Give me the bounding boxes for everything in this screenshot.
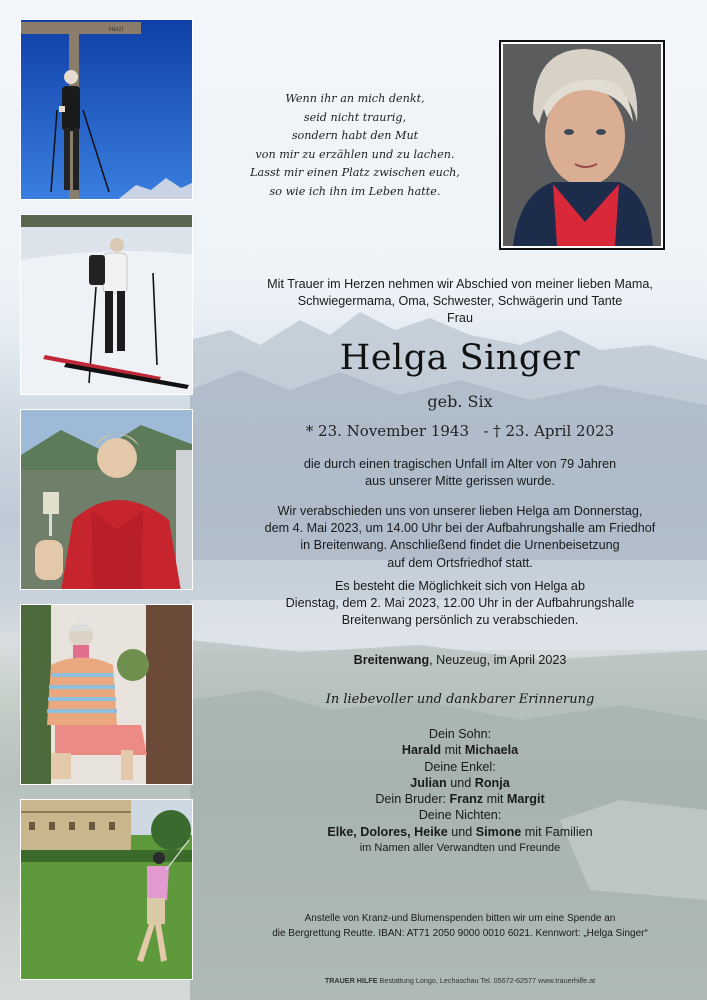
son-line <box>230 742 690 758</box>
viewing-line: Breitenwang persönlich zu verabschieden. <box>341 613 579 628</box>
brother-name: Franz <box>449 792 484 807</box>
viewing-text <box>230 578 690 630</box>
farewell-line: auf dem Ortsfriedhof statt. <box>387 555 533 570</box>
brother-label: Dein Bruder: <box>375 792 450 807</box>
poem <box>210 90 500 202</box>
nieces-suffix: mit Familien <box>521 824 593 839</box>
intro-text <box>230 276 690 327</box>
cause-text <box>230 456 690 490</box>
remembrance-line: In liebevoller und dankbarer Erinnerung <box>325 692 595 707</box>
cause-line: aus unserer Mitte gerissen wurde. <box>365 474 555 489</box>
footer-text: Bestattung Longo, Lechaschau Tel. 05672-62577 www.trauerhilfe.at <box>377 976 596 985</box>
farewell-line: in Breitenwang. Anschließend findet die Urnenbeisetzung <box>300 538 620 553</box>
niece-name: Elke <box>327 824 354 839</box>
poem-line: von mir zu erzählen und zu lachen. <box>255 147 455 161</box>
join-text: mit <box>441 743 465 758</box>
nieces-label: Deine Nichten: <box>418 808 502 823</box>
nieces-line: Elke, Dolores, Heike und Simone mit Familien <box>327 824 593 839</box>
son-name: Harald <box>401 743 442 758</box>
niece-name: Dolores <box>360 824 408 839</box>
niece-name: Simone <box>475 824 522 839</box>
viewing-line: Dienstag, dem 2. Mai 2023, 12.00 Uhr in der Aufbahrungshalle <box>285 596 635 611</box>
brother-line <box>230 791 690 807</box>
svg-text:Herzl: Herzl <box>109 27 124 33</box>
photo-summit-cross <box>20 19 193 200</box>
photo-wine-toast <box>20 409 193 590</box>
donation-request <box>230 912 690 941</box>
photo-ski-touring <box>20 214 193 395</box>
son-label: Dein Sohn: <box>428 727 492 741</box>
poem-line: Wenn ihr an mich denkt, <box>285 92 425 105</box>
birth-date: * 23. November 1943 <box>305 422 469 440</box>
intro-line: Mit Trauer im Herzen nehmen wir Abschied von meiner lieben Mama, <box>267 277 653 291</box>
brother-partner: Margit <box>506 792 545 807</box>
poem-line: sondern habt den Mut <box>291 129 419 143</box>
grandchildren-label: Deine Enkel: <box>424 759 496 774</box>
grandchildren-line <box>230 775 690 791</box>
place-date-rest: , Neuzeug, im April 2023 <box>429 653 567 667</box>
poem-line: seid nicht traurig, <box>303 110 407 124</box>
farewell-line: dem 4. Mai 2023, um 14.00 Uhr bei der Aufbahrungshalle am Friedhof <box>264 521 656 536</box>
donation-line: Anstelle von Kranz-und Blumenspenden bitten wir um eine Spende an <box>304 913 616 924</box>
relatives-line: im Namen aller Verwandten und Freunde <box>359 842 561 855</box>
son-partner: Michaela <box>464 743 519 758</box>
maiden-name: geb. Six <box>427 392 493 411</box>
join-text: und <box>446 775 475 790</box>
intro-line: Schwiegermama, Oma, Schwester, Schwägerin und Tante <box>297 294 623 308</box>
life-dates <box>230 422 690 440</box>
portrait-photo <box>499 40 665 250</box>
footer-brand: TRAUER HILFE <box>324 976 378 985</box>
photo-golf-swing <box>20 799 193 980</box>
join-text: und <box>447 824 476 839</box>
join-text: mit <box>483 792 507 807</box>
family-list <box>230 726 690 856</box>
donation-line: die Bergrettung Reutte. IBAN: AT71 2050 9000 0010 6021. Kennwort: „Helga Singer“ <box>272 927 648 939</box>
viewing-line: Es besteht die Möglichkeit sich von Helga ab <box>335 579 585 593</box>
poem-line: Lasst mir einen Platz zwischen euch, <box>250 166 460 180</box>
death-date: - † 23. April 2023 <box>483 422 615 440</box>
grandchild-name: Julian <box>410 775 447 790</box>
farewell-text <box>230 503 690 572</box>
niece-name: Heike <box>414 824 448 839</box>
place-name: Breitenwang <box>353 653 430 667</box>
cause-line: die durch einen tragischen Unfall im Alter von 79 Jahren <box>303 457 617 471</box>
intro-line: Frau <box>447 311 473 325</box>
footer-credit <box>230 976 690 985</box>
poem-line: so wie ich ihn im Leben hatte. <box>269 184 441 198</box>
photo-sitting-outdoor <box>20 604 193 785</box>
deceased-name: Helga Singer <box>339 338 581 378</box>
farewell-line: Wir verabschieden uns von unserer lieben Helga am Donnerstag, <box>277 504 643 518</box>
place-date <box>230 652 690 669</box>
grandchild-name: Ronja <box>474 775 510 790</box>
